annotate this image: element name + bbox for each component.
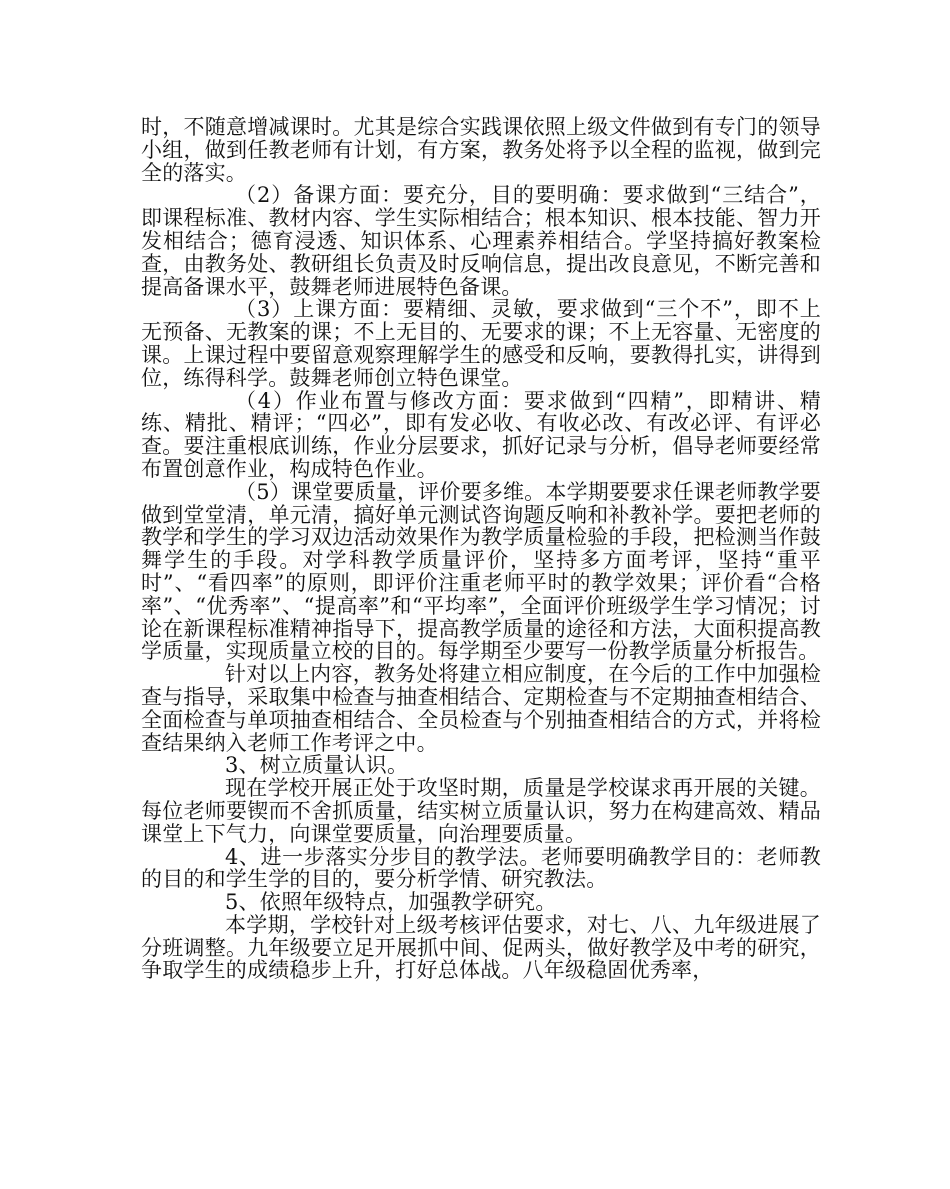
paragraph-continuation: 时，不随意增减课时。尤其是综合实践课依照上级文件做到有专门的领导小组，做到任教老师有计划，有方案，教务处将予以全程的监视，做到完全的落实。: [141, 115, 821, 185]
paragraph-homework: （4）作业布置与修改方面：要求做到“四精”，即精讲、精练、精批、精评；“四必”，即有发必收、有收必改、有改必评、有评必查。要注重根底训练，作业分层要求，抓好记录与分析，倡导老师要经常布置创意作业，构成特色作业。: [141, 388, 821, 481]
paragraph-class-quality: （5）课堂要质量，评价要多维。本学期要要求任课老师教学要做到堂堂清，单元清，搞好单元测试咨询题反响和补教补学。要把老师的教学和学生的学习双边活动效果作为教学质量检验的手段，把检测当作鼓舞学生的手段。对学科教学质量评价，坚持多方面考评，坚持“重平时”、“看四率”的原则，即评价注重老师平时的教学效果；评价看“合格率”、“优秀率”、“提高率”和“平均率”，全面评价班级学生学习情况；讨论在新课程标准精神指导下，提高教学质量的途径和方法，大面积提高教学质量，实现质量立校的目的。每学期至少要写一份教学质量分析报告。: [141, 479, 821, 664]
heading-teaching-research: 5、依照年级特点，加强教学研究。: [225, 890, 557, 915]
paragraph-teaching-method: 4、进一步落实分步目的教学法。老师要明确教学目的：老师教的目的和学生学的目的，要分析学情、研究教法。: [141, 844, 821, 892]
paragraph-quality-awareness: 现在学校开展正处于攻坚时期，质量是学校谋求再开展的关键。每位老师要锲而不舍抓质量，结实树立质量认识，努力在构建高效、精品课堂上下气力，向课堂要质量，向治理要质量。: [141, 776, 821, 846]
paragraph-lesson-prep: （2）备课方面：要充分，目的要明确：要求做到“三结合”，即课程标准、教材内容、学生实际相结合；根本知识、根本技能、智力开发相结合；德育浸透、知识体系、心理素养相结合。学坚持搞好教案检查，由教务处、教研组长负责及时反响信息，提出改良意见，不断完善和提高备课水平，鼓舞老师进展特色备课。: [141, 183, 821, 299]
paragraph-teaching-research: 本学期，学校针对上级考核评估要求，对七、八、九年级进展了分班调整。九年级要立足开展抓中间、促两头，做好教学及中考的研究，争取学生的成绩稳步上升，打好总体战。八年级稳固优秀率，: [141, 912, 821, 983]
paragraph-class-teaching: （3）上课方面：要精细、灵敏，要求做到“三个不”，即不上无预备、无教案的课；不上无目的、无要求的课；不上无容量、无密度的课。上课过程中要留意观察理解学生的感受和反响，要教得扎实，讲得到位，练得科学。鼓舞老师创立特色课堂。: [141, 297, 821, 390]
document-body: [141, 116, 821, 982]
paragraph-inspection: 针对以上内容，教务处将建立相应制度，在今后的工作中加强检查与指导，采取集中检查与抽查相结合、定期检查与不定期抽查相结合、全面检查与单项抽查相结合、全员检查与个别抽查相结合的方式，并将检查结果纳入老师工作考评之中。: [141, 662, 821, 755]
heading-quality-awareness: 3、树立质量认识。: [225, 753, 409, 778]
